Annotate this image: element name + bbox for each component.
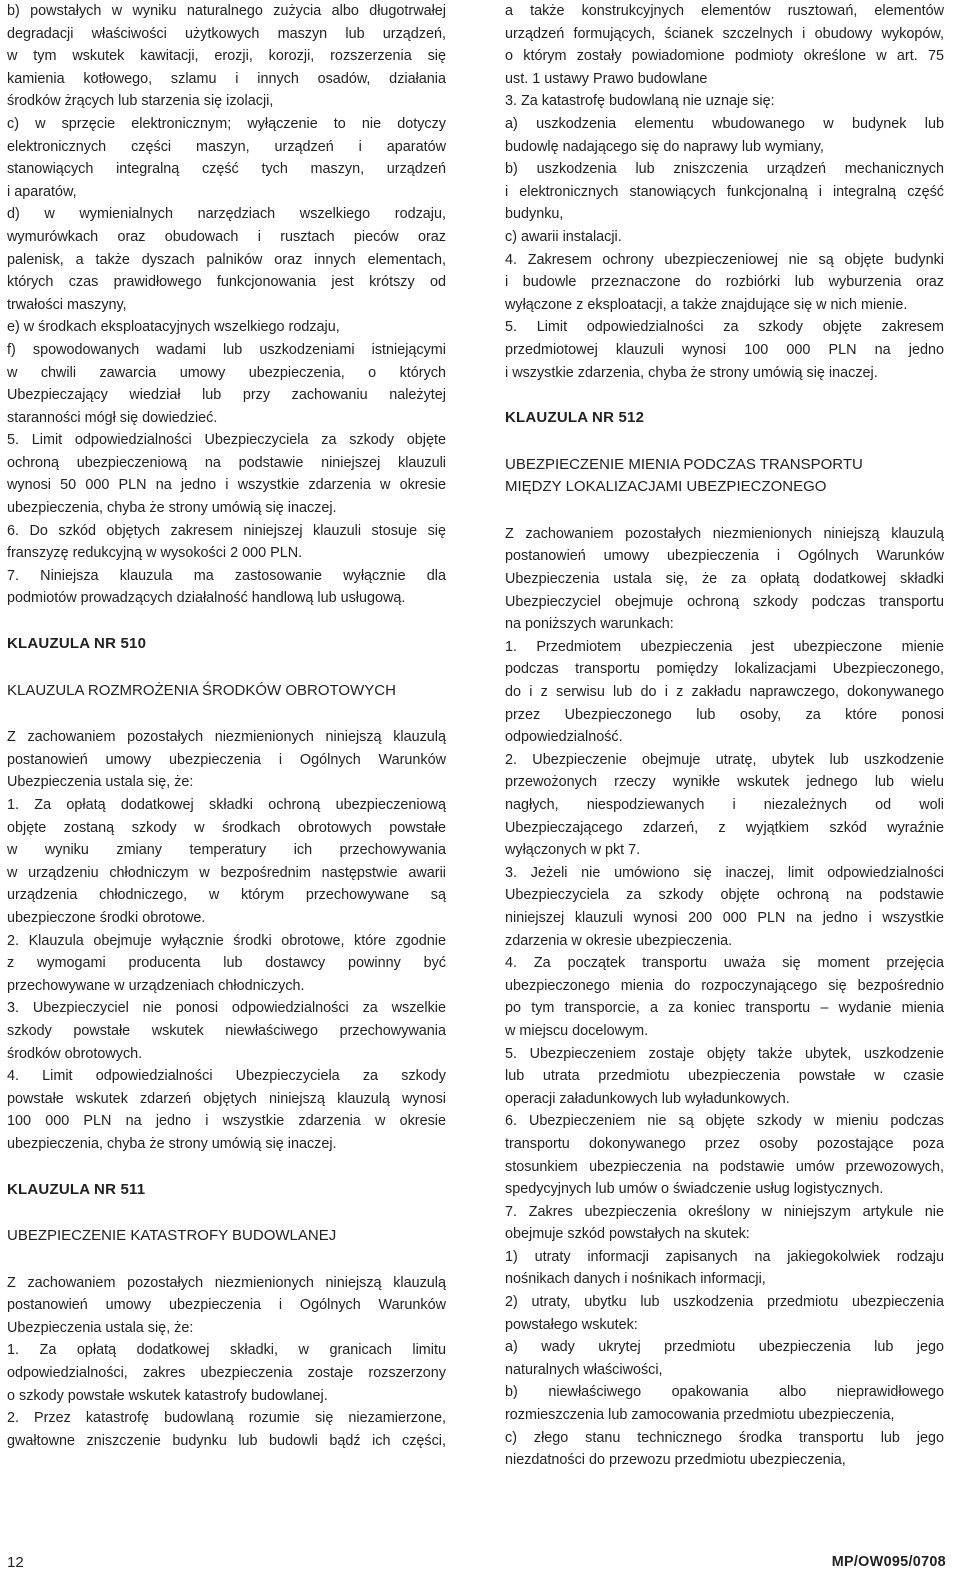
text-line: i wszystkie zdarzenia, chyba że strony umówią się inaczej. bbox=[505, 364, 878, 381]
text-line: 4. Za początek transportu uważa się moment przejęcia bbox=[505, 955, 944, 972]
text-line: 5. Ubezpieczeniem zostaje objęty także ubytek, uszkodzenie bbox=[505, 1045, 944, 1062]
text-line: i elektronicznych stanowiących funkcjonalną i integralną część bbox=[505, 183, 944, 200]
text-line: urządzeń formujących, ścianek szczelnych i obudowy wykopów, bbox=[505, 25, 944, 42]
text-line: ubezpieczenia, chyba że strony umówią się inaczej. bbox=[7, 500, 337, 517]
page-footer bbox=[0, 1548, 960, 1578]
text-line: 3. Ubezpieczyciel nie ponosi odpowiedzialności za wszelkie bbox=[7, 1000, 446, 1017]
text-line: szkody powstałe wskutek niewłaściwego przechowywania bbox=[7, 1022, 446, 1039]
text-line: palenisk, a także dyszach palników oraz innych elementach, bbox=[7, 251, 446, 268]
text-line: a) uszkodzenia elementu wbudowanego w budynek lub bbox=[505, 115, 944, 132]
clause-510-number: KLAUZULA NR 510 bbox=[7, 635, 147, 653]
text-line: powstałe wskutek zdarzeń objętych niniejszą klauzulą wynosi bbox=[7, 1090, 446, 1107]
text-line: w urządzeniu chłodniczym w bezpośrednim następstwie awarii bbox=[7, 864, 446, 881]
text-line: 5. Limit odpowiedzialności za szkody objęte zakresem bbox=[505, 319, 944, 336]
text-line: b) uszkodzenia lub zniszczenia urządzeń mechanicznych bbox=[505, 161, 944, 178]
text-line: franszyzę redukcyjną w wysokości 2 000 PLN. bbox=[7, 545, 303, 562]
text-line: f) spowodowanych wadami lub uszkodzeniami istniejącymi bbox=[7, 341, 446, 358]
text-line: 1. Przedmiotem ubezpieczenia jest ubezpieczone mienie bbox=[505, 638, 944, 655]
text-line: budynku, bbox=[505, 206, 564, 223]
text-line: 2. Ubezpieczenie obejmuje utratę, ubytek lub uszkodzenie bbox=[505, 751, 944, 768]
text-line: postanowień umowy ubezpieczenia i Ogólnych Warunków bbox=[505, 548, 944, 565]
text-line: stanowiących integralną część tych maszyn, urządzeń bbox=[7, 161, 446, 178]
text-line: i budowle przeznaczone do rozbiórki lub wyburzenia oraz bbox=[505, 274, 944, 291]
clause-511-body bbox=[7, 1272, 446, 1453]
text-line: nośnikach danych i nośnikach informacji, bbox=[505, 1271, 766, 1288]
text-line: 2) utraty, ubytku lub uszkodzenia przedmiotu ubezpieczenia bbox=[505, 1294, 944, 1311]
text-line: rozmieszczenia lub zamocowania przedmiotu ubezpieczenia, bbox=[505, 1407, 895, 1424]
text-line: przechowywane w urządzeniach chłodniczych. bbox=[7, 977, 305, 994]
text-line: a także konstrukcyjnych elementów rusztowań, elementów bbox=[505, 3, 944, 19]
text-line: Ubezpieczenia ustala się, że: bbox=[7, 1319, 194, 1336]
text-line: których czas prawidłowego funkcjonowania jest krótszy od bbox=[7, 274, 446, 291]
text-line: 6. Ubezpieczeniem nie są objęte szkody w mieniu podczas bbox=[505, 1113, 944, 1130]
text-line: Ubezpieczyciela za szkody objęte ochroną na podstawie bbox=[505, 887, 944, 904]
text-line: 4. Limit odpowiedzialności Ubezpieczyciela za szkody bbox=[7, 1068, 446, 1085]
text-line: 5. Limit odpowiedzialności Ubezpieczyciela za szkody objęte bbox=[7, 432, 446, 449]
text-line: podczas transportu pomiędzy lokalizacjami Ubezpieczonego, bbox=[505, 661, 944, 678]
clause-512-number: KLAUZULA NR 512 bbox=[505, 409, 645, 427]
text-line: o którym zostały powiadomione podmioty określone w art. 75 bbox=[505, 48, 944, 65]
text-line: Ubezpieczenia ustala się, że za opłatą dodatkowej składki bbox=[505, 571, 944, 588]
text-line: 3. Jeżeli nie umówiono się inaczej, limit odpowiedzialności bbox=[505, 864, 944, 881]
text-line: kamienia kotłowego, szlamu i innych osadów, działania bbox=[7, 70, 446, 87]
text-line: stosunkiem ubezpieczenia na podstawie umów przewozowych, bbox=[505, 1158, 944, 1175]
text-line: naturalnych właściwości, bbox=[505, 1361, 663, 1378]
text-line: przedmiotowej klauzuli wynosi 100 000 PLN na jedno bbox=[505, 341, 944, 358]
text-line: Z zachowaniem pozostałych niezmienionych niniejszą klauzulą bbox=[7, 729, 446, 746]
text-line: wymurówkach oraz obudowach i rusztach pieców oraz bbox=[7, 228, 446, 245]
text-line: odpowiedzialność. bbox=[505, 729, 623, 746]
text-line: objęte zostaną szkody w środkach obrotowych powstałe bbox=[7, 819, 446, 836]
text-line: trwałości maszyny, bbox=[7, 296, 127, 313]
text-line: w miejscu docelowym. bbox=[505, 1022, 649, 1039]
text-line: zdarzenia w okresie ubezpieczenia. bbox=[505, 932, 733, 949]
text-line: a) wady ukrytej przedmiotu ubezpieczenia lub jego bbox=[505, 1339, 944, 1356]
text-line: ubezpieczonego mienia do rozpoczynającego się bezpośrednio bbox=[505, 977, 944, 994]
text-line: 1. Za opłatą dodatkowej składki ochroną ubezpieczeniową bbox=[7, 797, 446, 813]
clause-511-number: KLAUZULA NR 511 bbox=[7, 1180, 146, 1198]
clause-512-title-line-1: UBEZPIECZENIE MIENIA PODCZAS TRANSPORTU bbox=[505, 455, 863, 473]
text-line: niezdatności do przewozu przedmiotu ubezpieczenia, bbox=[505, 1452, 846, 1469]
text-line: c) awarii instalacji. bbox=[505, 228, 622, 245]
text-line: ubezpieczone środki obrotowe. bbox=[7, 909, 206, 926]
text-line: d) w wymienialnych narzędziach wszelkiego rodzaju, bbox=[7, 206, 446, 223]
text-line: transportu dokonywanego przez osoby pozostające poza bbox=[505, 1135, 944, 1152]
clause-512-title bbox=[505, 454, 944, 499]
text-line: ubezpieczenia, chyba że strony umówią się inaczej. bbox=[7, 1135, 337, 1152]
text-line: Ubezpieczający wiedział lub przy zachowaniu należytej bbox=[7, 387, 446, 404]
text-line: 7. Zakres ubezpieczenia określony w niniejszym artykule nie bbox=[505, 1203, 944, 1220]
text-line: degradacji właściwości użytkowych maszyn lub urządzeń, bbox=[7, 25, 446, 42]
text-line: 1. Za opłatą dodatkowej składki, w granicach limitu bbox=[7, 1342, 446, 1359]
clause-511-title: UBEZPIECZENIE KATASTROFY BUDOWLANEJ bbox=[7, 1227, 337, 1245]
text-line: postanowień umowy ubezpieczenia i Ogólnych Warunków bbox=[7, 751, 446, 768]
text-line: 3. Za katastrofę budowlaną nie uznaje się: bbox=[505, 93, 775, 110]
clause-512-body bbox=[505, 523, 944, 1472]
text-line: 6. Do szkód objętych zakresem niniejszej klauzuli stosuje się bbox=[7, 522, 446, 539]
text-line: Ubezpieczającego zdarzeń, z wyjątkiem szkód wyraźnie bbox=[505, 819, 944, 836]
text-line: operacji załadunkowych lub wyładunkowych. bbox=[505, 1090, 790, 1107]
text-line: gwałtowne zniszczenie budynku lub budowli bądź ich części, bbox=[7, 1432, 446, 1449]
document-code: MP/OW095/0708 bbox=[831, 1554, 946, 1570]
text-line: niniejszej klauzuli wynosi 200 000 PLN na jedno i wszystkie bbox=[505, 909, 944, 926]
text-line: 100 000 PLN na jedno i wszystkie zdarzenia w okresie bbox=[7, 1113, 446, 1130]
text-line: 4. Zakresem ochrony ubezpieczeniowej nie są objęte budynki bbox=[505, 251, 944, 268]
text-line: powstałego wskutek: bbox=[505, 1316, 638, 1333]
text-line: środków żrących lub starzenia się izolacji, bbox=[7, 93, 274, 110]
text-line: Z zachowaniem pozostałych niezmienionych niniejszą klauzulą bbox=[505, 525, 944, 542]
text-line: i aparatów, bbox=[7, 183, 77, 200]
text-line: w chwili zawarcia umowy ubezpieczenia, o których bbox=[7, 364, 446, 381]
text-line: c) złego stanu technicznego środka transportu lub jego bbox=[505, 1429, 944, 1446]
text-line: o szkody powstałe wskutek katastrofy budowlanej. bbox=[7, 1387, 328, 1404]
clause-512-title-line-2: MIĘDZY LOKALIZACJAMI UBEZPIECZONEGO bbox=[505, 478, 827, 496]
text-line: Ubezpieczyciel obejmuje ochroną szkody podczas transportu bbox=[505, 593, 944, 610]
text-line: podmiotów prowadzących działalność handlową lub usługową. bbox=[7, 590, 406, 607]
text-line: 2. Przez katastrofę budowlaną rozumie się niezamierzone, bbox=[7, 1410, 446, 1427]
text-line: po tym transporcie, a za koniec transportu – wydanie mienia bbox=[505, 1000, 944, 1017]
text-line: w tym wskutek kawitacji, erozji, korozji, rozszerzenia się bbox=[7, 48, 446, 65]
left-column bbox=[7, 0, 446, 1452]
text-line: nagłych, niespodziewanych i niezależnych od woli bbox=[505, 797, 944, 813]
text-line: przez Ubezpieczonego lub osoby, za które ponosi bbox=[505, 706, 944, 723]
text-line: elektronicznych części maszyn, urządzeń i aparatów bbox=[7, 138, 446, 155]
right-text-block-a bbox=[505, 0, 944, 384]
text-line: wynosi 50 000 PLN na jedno i wszystkie zdarzenia w okresie bbox=[7, 477, 446, 494]
clause-510-title: KLAUZULA ROZMROŻENIA ŚRODKÓW OBROTOWYCH bbox=[7, 681, 396, 699]
right-column bbox=[505, 0, 944, 1472]
text-line: z wymogami producenta lub dostawcy powinny być bbox=[7, 955, 446, 972]
text-line: b) niewłaściwego opakowania albo nieprawidłowego bbox=[505, 1384, 944, 1401]
text-line: Z zachowaniem pozostałych niezmienionych niniejszą klauzulą bbox=[7, 1274, 446, 1291]
text-line: Ubezpieczenia ustala się, że: bbox=[7, 774, 194, 791]
text-line: spedycyjnych lub umów o świadczenie usług logistycznych. bbox=[505, 1181, 884, 1198]
text-line: c) w sprzęcie elektronicznym; wyłączenie to nie dotyczy bbox=[7, 115, 446, 132]
text-line: środków obrotowych. bbox=[7, 1045, 143, 1062]
text-line: ust. 1 ustawy Prawo budowlane bbox=[505, 70, 708, 87]
text-line: 2. Klauzula obejmuje wyłącznie środki obrotowe, które zgodnie bbox=[7, 932, 446, 949]
text-line: obejmuje szkód powstałych na skutek: bbox=[505, 1226, 750, 1243]
text-line: odpowiedzialności, zakres ubezpieczenia zostaje rozszerzony bbox=[7, 1365, 446, 1382]
text-line: wyłączonych w pkt 7. bbox=[505, 842, 641, 859]
clause-510-body bbox=[7, 726, 446, 1155]
text-line: ochroną ubezpieczeniową na podstawie niniejszej klauzuli bbox=[7, 454, 446, 471]
text-line: wyłączone z eksploatacji, a także znajdujące się w nich mienie. bbox=[505, 296, 908, 313]
text-line: lub utrata przedmiotu ubezpieczenia powstałe w czasie bbox=[505, 1068, 944, 1085]
text-line: e) w środkach eksploatacyjnych wszelkiego rodzaju, bbox=[7, 319, 340, 336]
text-line: na poniższych warunkach: bbox=[505, 616, 674, 633]
text-line: postanowień umowy ubezpieczenia i Ogólnych Warunków bbox=[7, 1297, 446, 1314]
text-line: do i z serwisu lub do i z zakładu naprawczego, dokonywanego bbox=[505, 684, 944, 701]
text-line: urządzenia chłodniczego, w którym przechowywane są bbox=[7, 887, 446, 904]
text-line: budowlę nadającego się do naprawy lub wymiany, bbox=[505, 138, 824, 155]
text-line: 1) utraty informacji zapisanych na jakiegokolwiek rodzaju bbox=[505, 1248, 944, 1265]
left-text-block-a bbox=[7, 0, 446, 610]
text-line: b) powstałych w wyniku naturalnego zużycia albo długotrwałej bbox=[7, 3, 446, 19]
text-line: przewożonych rzeczy wynikłe wskutek jednego lub wielu bbox=[505, 774, 944, 791]
text-line: staranności mógł się dowiedzieć. bbox=[7, 409, 218, 426]
page-number: 12 bbox=[7, 1554, 24, 1571]
text-line: 7. Niniejsza klauzula ma zastosowanie wyłącznie dla bbox=[7, 567, 446, 584]
text-line: w wyniku zmiany temperatury ich przechowywania bbox=[7, 842, 446, 859]
